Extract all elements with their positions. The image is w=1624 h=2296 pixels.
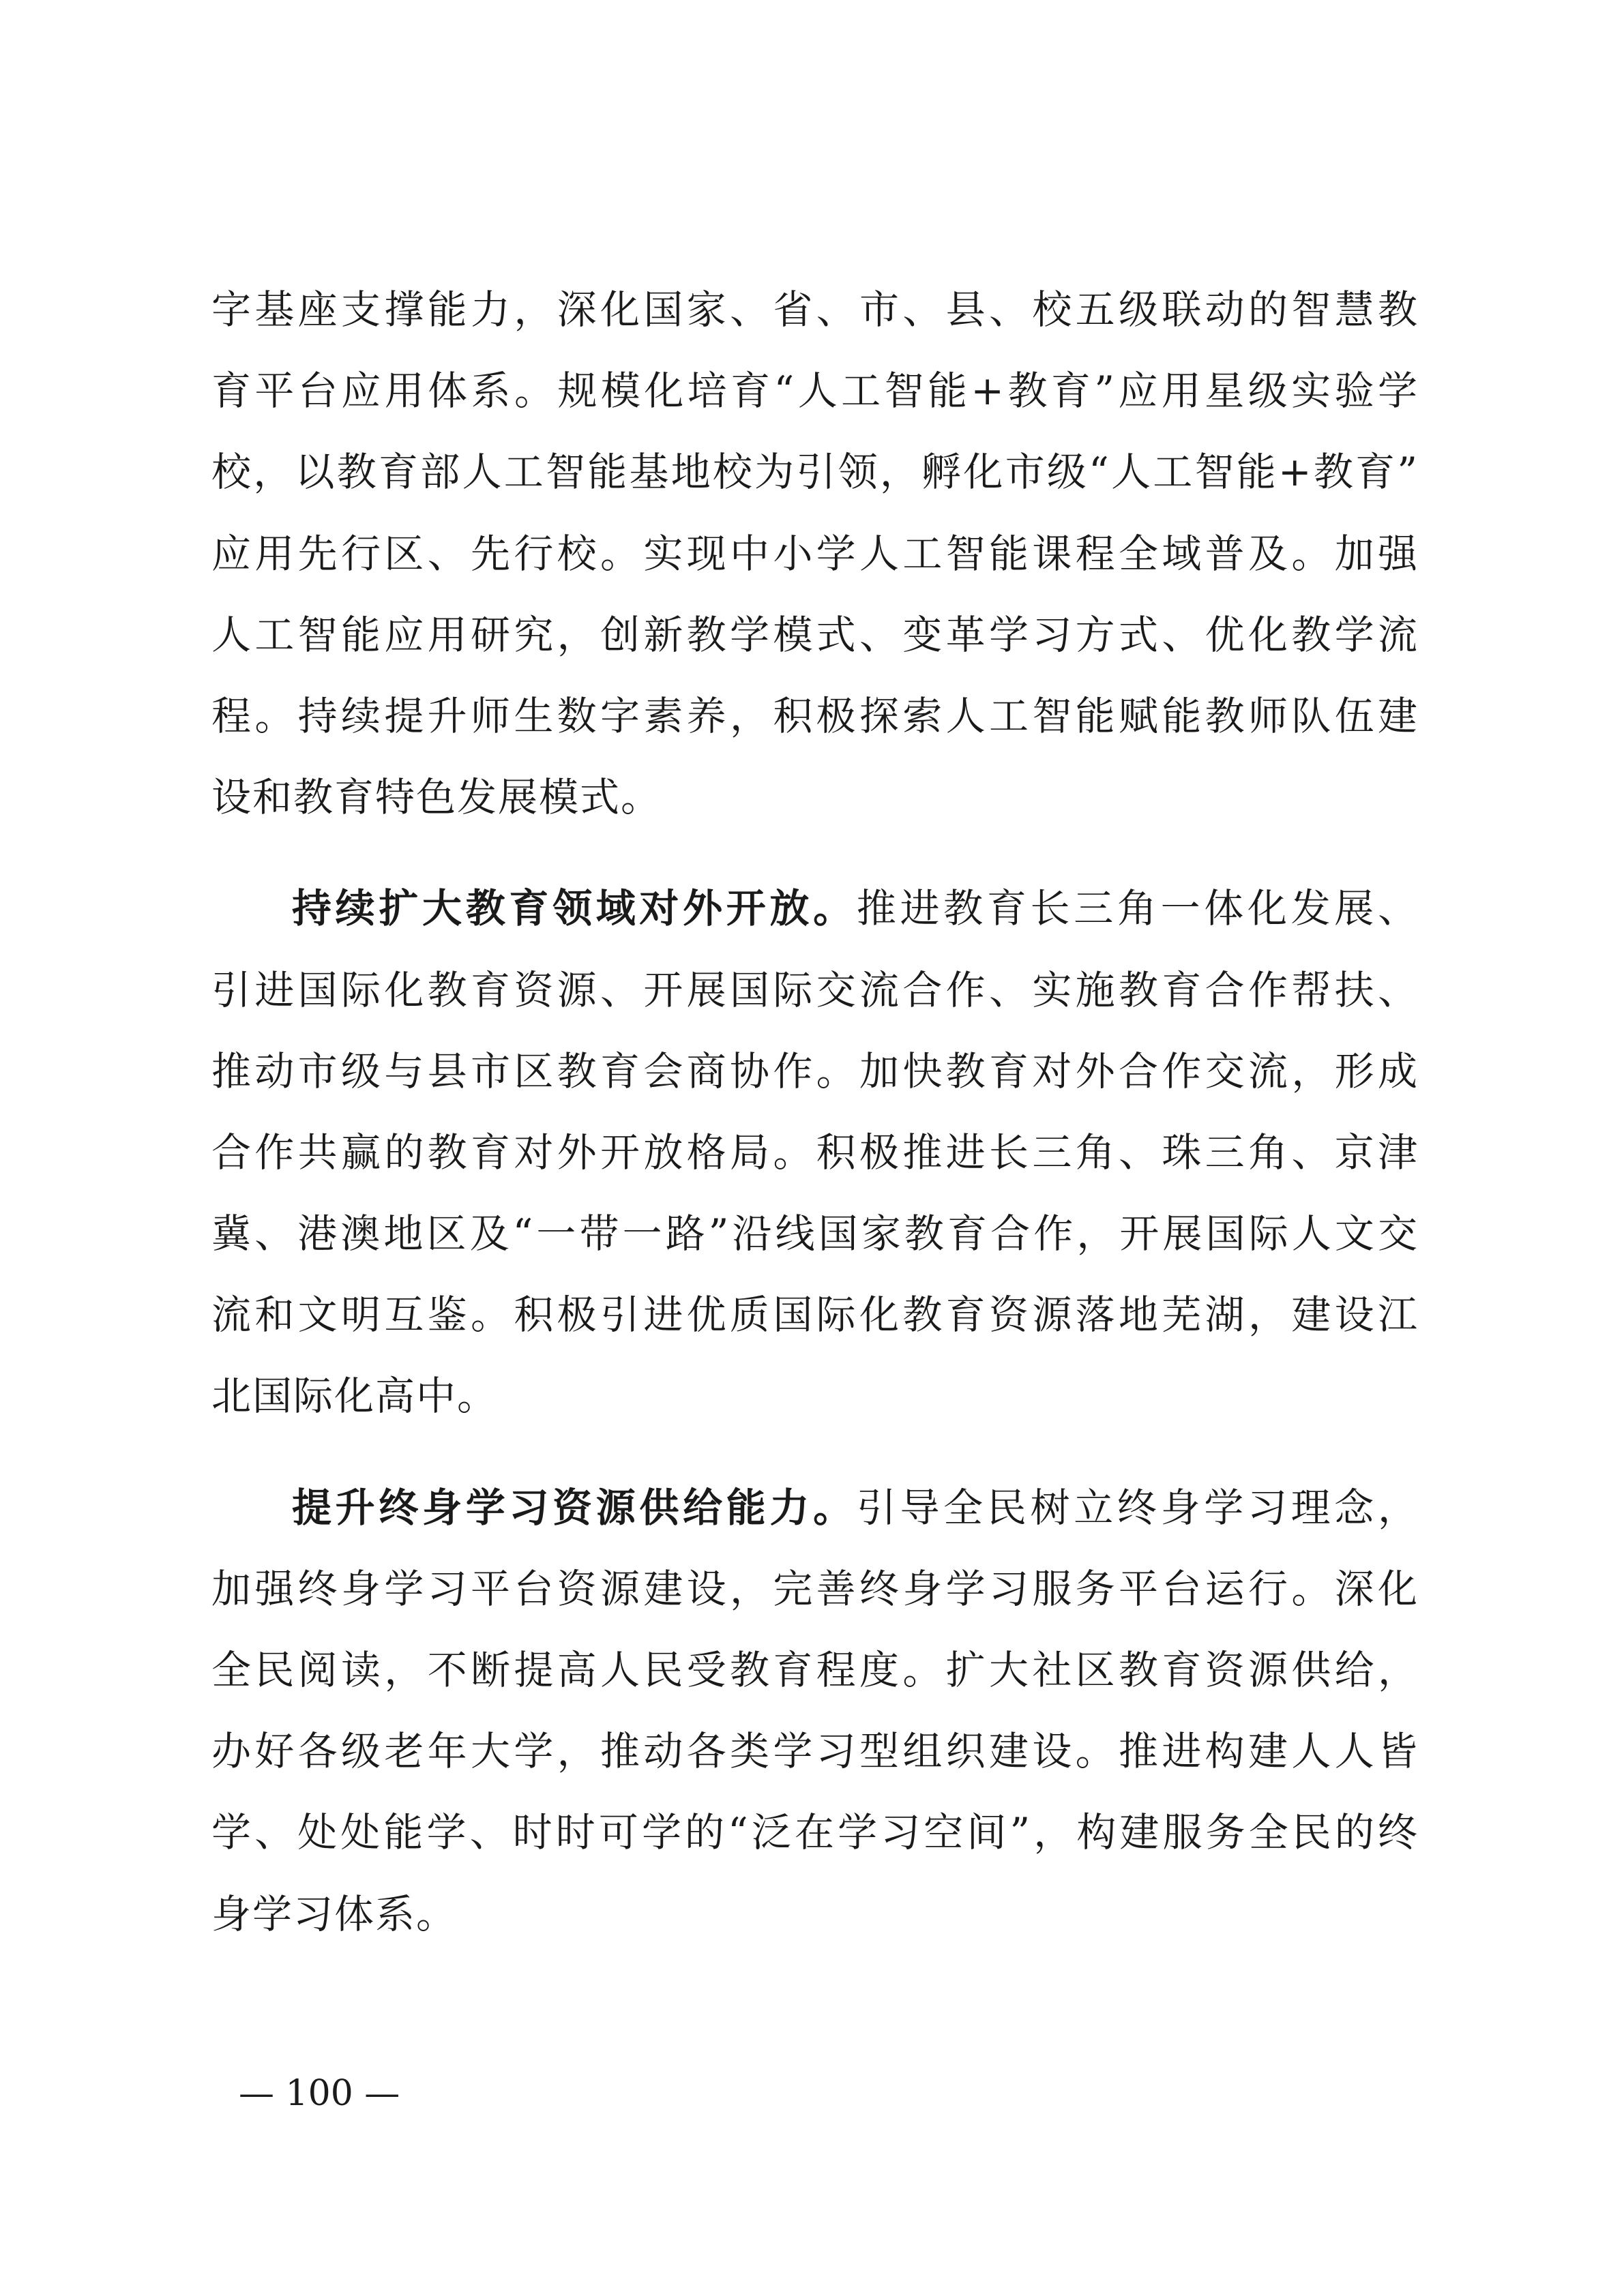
paragraph-line: 人工智能应用研究，创新教学模式、变革学习方式、优化教学流 <box>211 611 1419 658</box>
paragraph-line: 推动市级与县市区教育会商协作。加快教育对外合作交流，形成 <box>211 1047 1419 1094</box>
page-number: — 100 — <box>239 2073 400 2114</box>
paragraph-text: 引导全民树立终身学习理念， <box>856 1484 1419 1531</box>
paragraph-line: 字基座支撑能力，深化国家、省、市、县、校五级联动的智慧教 <box>211 286 1419 333</box>
paragraph-first-line <box>211 1467 1419 1549</box>
paragraph-line: 程。持续提升师生数字素养，积极探索人工智能赋能教师队伍建 <box>211 692 1419 739</box>
paragraph-line: 引进国际化教育资源、开展国际交流合作、实施教育合作帮扶、 <box>211 966 1419 1013</box>
paragraph-line: 设和教育特色发展模式。 <box>211 774 662 821</box>
paragraph-digital-education <box>211 269 1419 838</box>
paragraph-line: 校，以教育部人工智能基地校为引领，孵化市级“人工智能+教育” <box>211 449 1419 496</box>
paragraph-opening-up <box>211 868 1419 1437</box>
paragraph-heading: 提升终身学习资源供给能力。 <box>292 1484 857 1531</box>
paragraph-text: 推进教育长三角一体化发展、 <box>856 885 1419 932</box>
paragraph-line: 流和文明互鉴。积极引进优质国际化教育资源落地芜湖，建设江 <box>211 1292 1419 1339</box>
paragraph-line: 冀、港澳地区及“一带一路”沿线国家教育合作，开展国际人文交 <box>211 1210 1419 1257</box>
paragraph-line: 办好各级老年大学，推动各类学习型组织建设。推进构建人人皆 <box>211 1728 1419 1775</box>
paragraph-line: 加强终身学习平台资源建设，完善终身学习服务平台运行。深化 <box>211 1565 1419 1612</box>
paragraph-line: 身学习体系。 <box>211 1890 458 1937</box>
document-body <box>211 269 1419 1955</box>
paragraph-line: 育平台应用体系。规模化培育“人工智能+教育”应用星级实验学 <box>211 368 1419 415</box>
paragraph-lifelong-learning <box>211 1467 1419 1955</box>
paragraph-line: 北国际化高中。 <box>211 1373 499 1420</box>
paragraph-line: 应用先行区、先行校。实现中小学人工智能课程全域普及。加强 <box>211 530 1419 577</box>
paragraph-first-line <box>211 868 1419 949</box>
paragraph-line: 合作共赢的教育对外开放格局。积极推进长三角、珠三角、京津 <box>211 1129 1419 1176</box>
paragraph-line: 学、处处能学、时时可学的“泛在学习空间”，构建服务全民的终 <box>211 1809 1419 1856</box>
paragraph-heading: 持续扩大教育领域对外开放。 <box>292 885 857 932</box>
paragraph-line: 全民阅读，不断提高人民受教育程度。扩大社区教育资源供给， <box>211 1647 1419 1693</box>
